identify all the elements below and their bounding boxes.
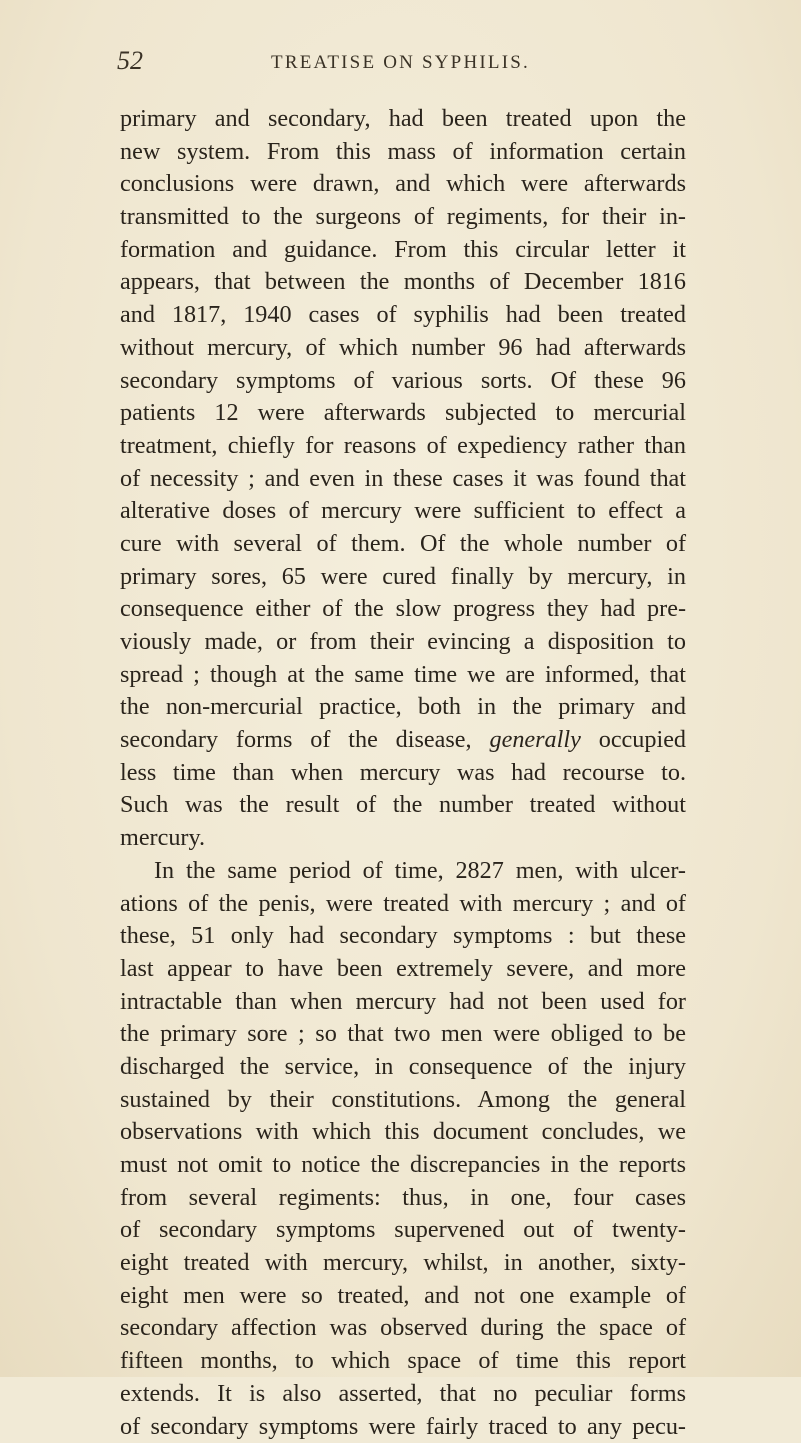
text-line: these, 51 only had secondary symptoms : but these <box>120 920 686 953</box>
text-line: without mercury, of which number 96 had afterwards <box>120 332 686 365</box>
italic-emphasis: generally <box>489 726 580 753</box>
text-line: ations of the penis, were treated with mercury ; and of <box>120 888 686 921</box>
text-line: spread ; though at the same time we are informed, that <box>120 659 686 692</box>
text-line: conclusions were drawn, and which were afterwards <box>120 168 686 201</box>
text-line: fifteen months, to which space of time this report <box>120 1345 686 1378</box>
paragraph-start-line: In the same period of time, 2827 men, with ulcer- <box>120 855 686 888</box>
text-line: viously made, or from their evincing a disposition to <box>120 626 686 659</box>
text-line: intractable than when mercury had not been used for <box>120 986 686 1019</box>
text-line: the non-mercurial practice, both in the primary and <box>120 691 686 724</box>
text-line: secondary symptoms of various sorts. Of these 96 <box>120 365 686 398</box>
text-line: sustained by their constitutions. Among the general <box>120 1084 686 1117</box>
text-line: primary sores, 65 were cured finally by mercury, in <box>120 561 686 594</box>
text-line: appears, that between the months of December 1816 <box>120 266 686 299</box>
text-line: eight men were so treated, and not one example of <box>120 1280 686 1313</box>
text-line: observations with which this document concludes, we <box>120 1116 686 1149</box>
text-line: new system. From this mass of information certain <box>120 136 686 169</box>
text-line: and 1817, 1940 cases of syphilis had been treated <box>120 299 686 332</box>
text-line: of necessity ; and even in these cases it was found that <box>120 463 686 496</box>
text-line: formation and guidance. From this circular letter it <box>120 234 686 267</box>
text-line: cure with several of them. Of the whole number of <box>120 528 686 561</box>
running-head: TREATISE ON SYPHILIS. <box>0 52 801 74</box>
text-line: last appear to have been extremely severe, and more <box>120 953 686 986</box>
text-segment: secondary forms of the disease, <box>120 726 472 753</box>
text-line: from several regiments: thus, in one, four cases <box>120 1182 686 1215</box>
text-line: secondary affection was observed during the space of <box>120 1312 686 1345</box>
text-line: mercury. <box>120 822 686 855</box>
text-line: discharged the service, in consequence of the injury <box>120 1051 686 1084</box>
text-line: transmitted to the surgeons of regiments, for their in- <box>120 201 686 234</box>
text-line: eight treated with mercury, whilst, in another, sixty- <box>120 1247 686 1280</box>
text-line <box>120 724 686 757</box>
text-line: Such was the result of the number treated without <box>120 789 686 822</box>
text-line: treatment, chiefly for reasons of expediency rather than <box>120 430 686 463</box>
text-segment: occupied <box>599 726 686 753</box>
text-line: patients 12 were afterwards subjected to mercurial <box>120 397 686 430</box>
text-line: consequence either of the slow progress they had pre- <box>120 593 686 626</box>
text-line: of secondary symptoms supervened out of twenty- <box>120 1214 686 1247</box>
text-line: less time than when mercury was had recourse to. <box>120 757 686 790</box>
text-line: of secondary symptoms were fairly traced to any pecu- <box>120 1411 686 1443</box>
text-line: extends. It is also asserted, that no peculiar forms <box>120 1378 686 1411</box>
text-line: primary and secondary, had been treated upon the <box>120 103 686 136</box>
body-text <box>120 103 686 1443</box>
page-number: 52 <box>117 46 143 76</box>
page-header <box>0 46 801 80</box>
text-line: must not omit to notice the discrepancies in the reports <box>120 1149 686 1182</box>
text-line: the primary sore ; so that two men were obliged to be <box>120 1018 686 1051</box>
text-line: alterative doses of mercury were sufficient to effect a <box>120 495 686 528</box>
